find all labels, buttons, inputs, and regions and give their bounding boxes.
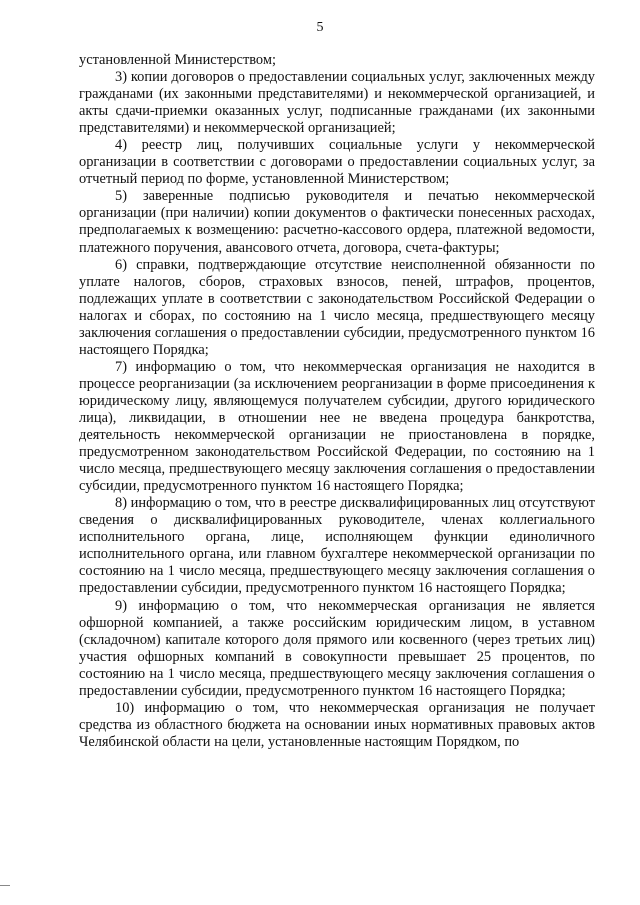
paragraph-item-6: 6) справки, подтверждающие отсутствие неисполненной обязанности по уплате налогов, сборов, страховых взносов, пеней, штрафов, процентов, подлежащих уплате в соответствии с законодательством Российской Федерации о налогах и сборах, по состоянию на 1 число месяца, предшествующего месяцу заключения соглашения о предоставлении субсидии, предусмотренного пунктом 16 настоящего Порядка; <box>79 256 595 358</box>
paragraph-item-8: 8) информацию о том, что в реестре дисквалифицированных лиц отсутствуют сведения о дисквалифицированных руководителе, членах коллегиального исполнительного органа, лице, исполняющем функции единоличного исполнительного органа, или главном бухгалтере некоммерческой организации по состоянию на 1 число месяца, предшествующего месяцу заключения соглашения о предоставлении субсидии, предусмотренного пунктом 16 настоящего Порядка; <box>79 495 595 597</box>
scan-margin-mark <box>0 885 10 886</box>
paragraph-item-10: 10) информацию о том, что некоммерческая организация не получает средства из областного бюджета на основании иных нормативных правовых актов Челябинской области на цели, установленные настоящим Порядком, по <box>79 699 595 750</box>
paragraph-item-7: 7) информацию о том, что некоммерческая организация не находится в процессе реорганизации (за исключением реорганизации в форме присоединения к юридическому лицу, являющемуся получателем субсидии, другого юридического лица), ликвидации, в отношении нее не введена процедура банкротства, деятельность некоммерческой организации не приостановлена в порядке, предусмотренном законодательством Российской Федерации, по состоянию на 1 число месяца, предшествующего месяцу заключения соглашения о предоставлении субсидии, предусмотренного пунктом 16 настоящего Порядка; <box>79 358 595 495</box>
paragraph-item-9: 9) информацию о том, что некоммерческая организация не является офшорной компанией, а также российским юридическим лицом, в уставном (складочном) капитале которого доля прямого или косвенного (через третьих лиц) участия офшорных компаний в совокупности превышает 25 процентов, по состоянию на 1 число месяца, предшествующего месяцу заключения соглашения о предоставлении субсидии, предусмотренного пунктом 16 настоящего Порядка; <box>79 597 595 699</box>
paragraph-item-4: 4) реестр лиц, получивших социальные услуги у некоммерческой организации в соответствии с договорами о предоставлении социальных услуг, за отчетный период по форме, установленной Министерством; <box>79 137 595 188</box>
paragraph-continuation: установленной Министерством; <box>79 52 276 68</box>
paragraph-item-3: 3) копии договоров о предоставлении социальных услуг, заключенных между гражданами (их законными представителями) и некоммерческой организацией, и акты сдачи-приемки оказанных услуг, подписанные гражданами (их законными представителями) и некоммерческой организацией; <box>79 69 595 137</box>
document-body <box>79 52 595 751</box>
paragraph-item-5: 5) заверенные подписью руководителя и печатью некоммерческой организации (при наличии) копии документов о фактически понесенных расходах, предполагаемых к возмещению: расчетно-кассового ордера, платежной ведомости, платежного поручения, авансового отчета, договора, счета-фактуры; <box>79 188 595 256</box>
page-number: 5 <box>316 20 324 35</box>
